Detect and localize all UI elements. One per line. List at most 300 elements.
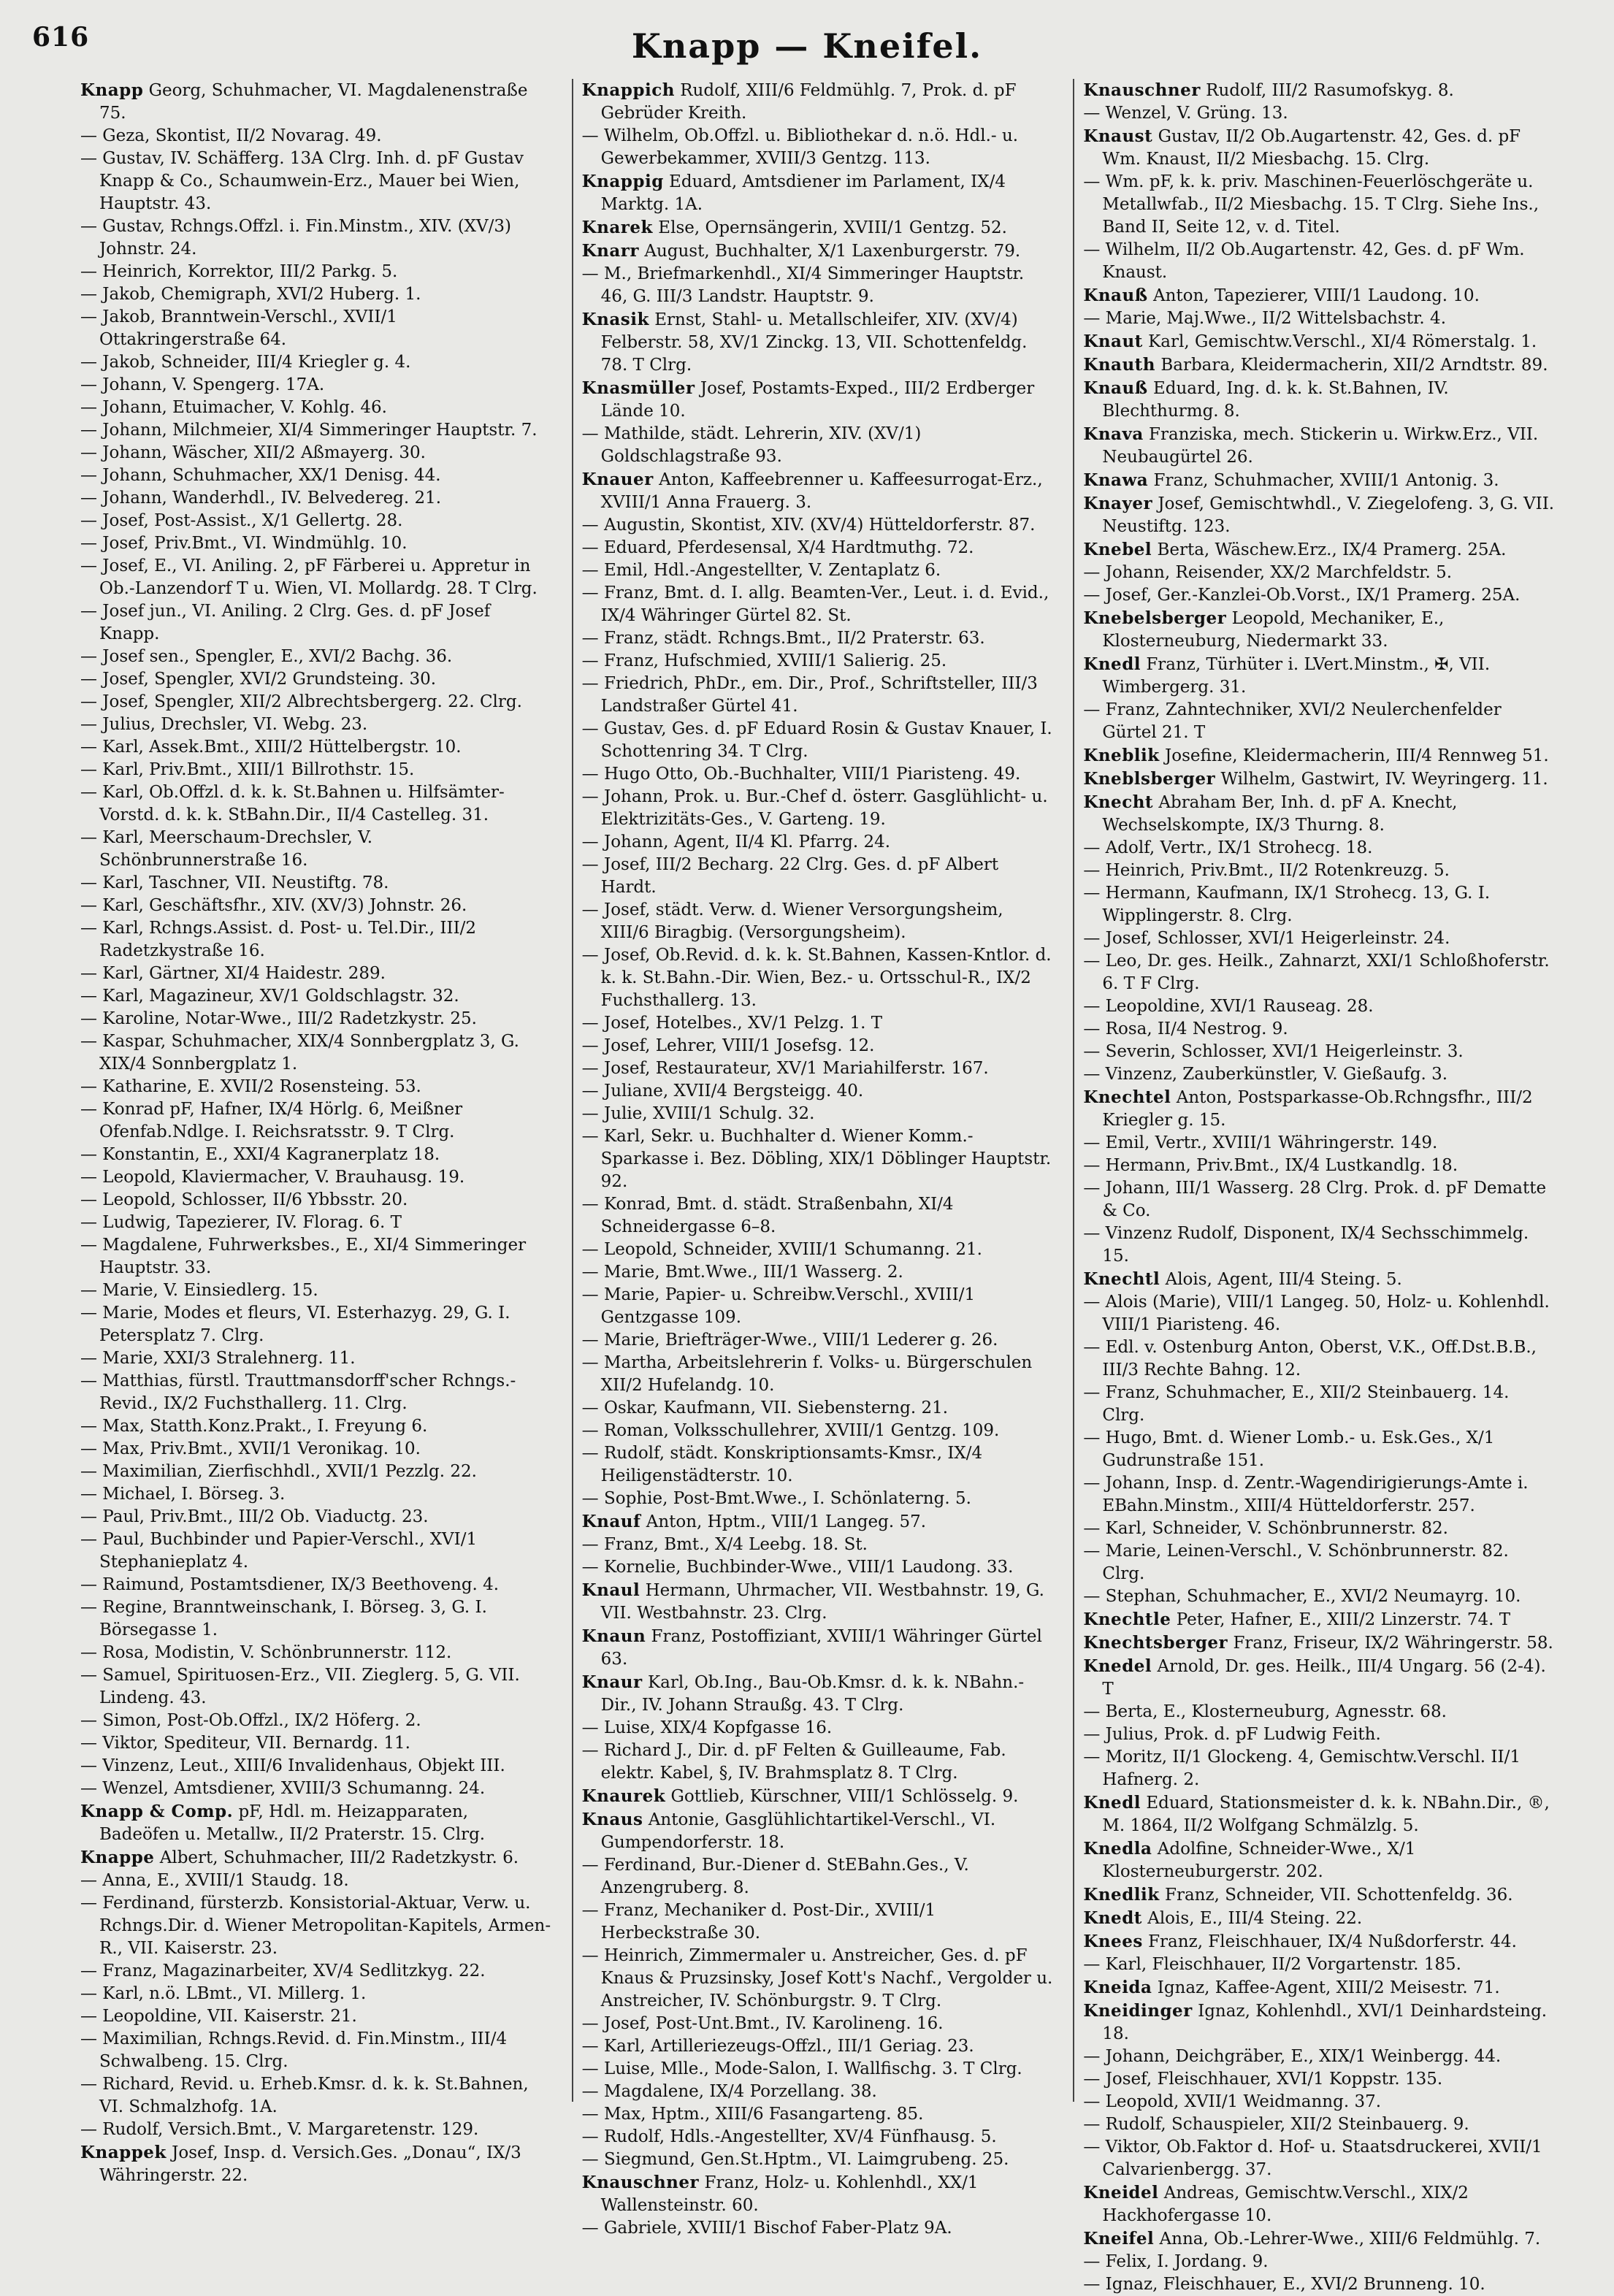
entry-text: — Ferdinand, fürsterzb. Konsistorial-Aktuar, Verw. u. Rchngs.Dir. d. Wiener Metropolitan-Kapitels, Armen-R., VII. Kaiserstr. 23. [80, 1894, 551, 1958]
directory-entry [1083, 1382, 1556, 1427]
column-1 [80, 79, 553, 2185]
directory-entry [80, 148, 553, 215]
entry-text: — Karl, n.ö. LBmt., VI. Millerg. 1. [80, 1984, 367, 2003]
entry-text: Eduard, Ing. d. k. k. St.Bahnen, IV. Blechthurmg. 8. [1102, 379, 1449, 421]
directory-entry [1083, 1976, 1556, 2000]
entry-text: — Luise, Mlle., Mode-Salon, I. Wallfischg. 3. T Clrg. [581, 2059, 1022, 2078]
directory-entry [80, 1960, 553, 1983]
directory-entry [582, 2171, 1055, 2217]
directory-entry [1083, 1155, 1556, 1177]
entry-text: — Karl, Meerschaum-Drechsler, V. Schönbrunnerstraße 16. [80, 828, 373, 870]
directory-entry [80, 442, 553, 464]
entry-text: — Franz, Schuhmacher, E., XII/2 Steinbauerg. 14. Clrg. [1083, 1383, 1510, 1425]
directory-entry [582, 1193, 1055, 1239]
directory-entry [1083, 102, 1556, 125]
entry-text: — Marie, Briefträger-Wwe., VIII/1 Lederer g. 26. [581, 1331, 998, 1350]
entry-text: — Augustin, Skontist, XIV. (XV/4) Hütteldorferstr. 87. [581, 516, 1036, 535]
entry-text: — Karl, Taschner, VII. Neustiftg. 78. [80, 873, 389, 892]
directory-entry [1083, 2113, 1556, 2136]
entry-text: — Viktor, Spediteur, VII. Bernardg. 11. [80, 1734, 410, 1753]
entry-text: — Konrad pF, Hafner, IX/4 Hörlg. 6, Meißner Ofenfab.Ndlge. I. Reichsratsstr. 9. T Clrg. [80, 1100, 463, 1141]
entry-text: — Hugo Otto, Ob.-Buchhalter, VIII/1 Piaristeng. 49. [581, 765, 1021, 784]
directory-entry [582, 423, 1055, 468]
entry-text: — Karl, Ob.Offzl. d. k. k. St.Bahnen u. Hilfsämter-Vorstd. d. k. k. StBahn.Dir., II/4 Castelleg. 31. [80, 783, 505, 824]
directory-entry [582, 1057, 1055, 1080]
directory-entry [1083, 584, 1556, 607]
entry-text: — Josef, III/2 Becharg. 22 Clrg. Ges. d. pF Albert Hardt. [581, 855, 999, 897]
directory-entry [1083, 2068, 1556, 2091]
entry-text: Gustav, II/2 Ob.Augartenstr. 42, Ges. d. pF Wm. Knaust, II/2 Miesbachg. 15. Clrg. [1102, 127, 1521, 169]
entry-text: — Josef, Restaurateur, XV/1 Mariahilferstr. 167. [581, 1059, 989, 1078]
entry-surname: Knedlik [1083, 1885, 1160, 1905]
directory-entry [582, 1740, 1055, 1785]
directory-entry [1083, 1930, 1556, 1953]
directory-entry [1083, 1883, 1556, 1907]
entry-surname: Knechtsberger [1083, 1633, 1228, 1653]
entry-text: — Johann, Wanderhdl., IV. Belvedereg. 21. [80, 489, 442, 508]
directory-entry [582, 1854, 1055, 1899]
entry-text: — Karl, Sekr. u. Buchhalter d. Wiener Komm.-Sparkasse i. Bez. Döbling, XIX/1 Döblinger Hauptstr. 92. [581, 1127, 1052, 1191]
entry-surname: Knaul [581, 1580, 640, 1600]
directory-entry [582, 377, 1055, 423]
entry-surname: Knarr [581, 241, 640, 261]
directory-entry [80, 464, 553, 487]
directory-entry [1083, 307, 1556, 330]
entry-surname: Knappig [581, 172, 664, 191]
entry-text: — Leopold, XVII/1 Weidmanng. 37. [1083, 2092, 1382, 2111]
entry-text: — Rudolf, Versich.Bmt., V. Margaretenstr. 129. [80, 2120, 479, 2139]
directory-entry [582, 899, 1055, 944]
directory-entry [1083, 1631, 1556, 1655]
directory-entry [1083, 2251, 1556, 2273]
directory-entry [582, 582, 1055, 627]
directory-entry [80, 1892, 553, 1960]
entry-text: — Stephan, Schuhmacher, E., XVI/2 Neumayrg. 10. [1083, 1587, 1521, 1606]
directory-entry [80, 1755, 553, 1778]
entry-text: — Franz, Hufschmied, XVIII/1 Salierig. 25. [581, 651, 947, 670]
directory-entry [80, 2141, 553, 2187]
directory-entry [1083, 1222, 1556, 1268]
directory-entry [1083, 1585, 1556, 1608]
directory-entry [582, 240, 1055, 263]
directory-entry [1083, 284, 1556, 307]
entry-text: Franz, Holz- u. Kohlenhdl., XX/1 Wallensteinstr. 60. [600, 2173, 979, 2215]
entry-surname: Knasmüller [581, 378, 695, 398]
entry-text: — Samuel, Spirituosen-Erz., VII. Zieglerg. 5, G. VII. Lindeng. 43. [80, 1666, 520, 1707]
entry-text: — Roman, Volksschullehrer, XVIII/1 Gentzg. 109. [581, 1421, 1000, 1440]
directory-entry [1083, 1041, 1556, 1063]
entry-text: — Heinrich, Priv.Bmt., II/2 Rotenkreuzg. 5. [1083, 861, 1450, 880]
entry-text: Anna, Ob.-Lehrer-Wwe., XIII/6 Feldmühlg. 7. [1159, 2230, 1541, 2249]
directory-entry [80, 691, 553, 713]
entry-text: — Kaspar, Schuhmacher, XIX/4 Sonnbergplatz 3, G. XIX/4 Sonnbergplatz 1. [80, 1032, 519, 1074]
entry-text: — Maximilian, Rchngs.Revid. d. Fin.Minstm., III/4 Schwalbeng. 15. Clrg. [80, 2029, 508, 2071]
directory-entry [1083, 1427, 1556, 1472]
directory-entry [582, 2013, 1055, 2035]
entry-text: Wilhelm, Gastwirt, IV. Weyringerg. 11. [1220, 770, 1548, 789]
page-number: 616 [32, 22, 90, 53]
entry-surname: Knaurek [581, 1786, 666, 1806]
entry-text: — Magdalene, IX/4 Porzellang. 38. [581, 2082, 877, 2101]
entry-text: — Leopold, Schneider, XVIII/1 Schumanng. 21. [581, 1240, 982, 1259]
entry-text: Josef, Gemischtwhdl., V. Ziegelofeng. 3, G. VII. Neustiftg. 123. [1102, 494, 1555, 536]
directory-entry [80, 1800, 553, 1846]
entry-text: Josef, Postamts-Exped., III/2 Erdberger Lände 10. [600, 379, 1035, 421]
entry-text: Karl, Ob.Ing., Bau-Ob.Kmsr. d. k. k. NBahn.-Dir., IV. Johann Straußg. 43. T Clrg. [600, 1673, 1025, 1715]
entry-text: — Hermann, Kaufmann, IX/1 Strohecg. 13, G. I. Wipplingerstr. 8. Clrg. [1083, 884, 1491, 925]
directory-entry [80, 1438, 553, 1461]
directory-entry [1083, 699, 1556, 744]
entry-text: — Johann, Etuimacher, V. Kohlg. 46. [80, 398, 387, 417]
entry-text: — Josef, Ob.Revid. d. k. k. St.Bahnen, Kassen-Kntlor. d. k. k. St.Bahn.-Dir. Wien, Bez.- u. Ortsschul-R., IX/2 Fuchsthallerg. 13. [581, 946, 1052, 1010]
entry-text: Franz, Türhüter i. LVert.Minstm., ✠, VII. Wimbergerg. 31. [1102, 655, 1491, 697]
entry-text: — Moritz, II/1 Glockeng. 4, Gemischtw.Verschl. II/1 Hafnerg. 2. [1083, 1748, 1521, 1789]
directory-entry [80, 1483, 553, 1506]
entry-surname: Kneblsberger [1083, 769, 1216, 789]
entry-text: — Johann, Reisender, XX/2 Marchfeldstr. 5. [1083, 563, 1453, 582]
directory-entry [1083, 744, 1556, 768]
entry-text: — Alois (Marie), VIII/1 Langeg. 50, Holz- u. Kohlenhdl. VIII/1 Piaristeng. 46. [1083, 1293, 1550, 1334]
entry-surname: Knaur [581, 1672, 643, 1692]
entry-text: — Matthias, fürstl. Trauttmansdorff'scher Rchngs.-Revid., IX/2 Fuchsthallerg. 11. Clrg. [80, 1371, 516, 1413]
entry-surname: Knees [1083, 1932, 1143, 1951]
entry-text: Ernst, Stahl- u. Metallschleifer, XIV. (XV/4) Felberstr. 58, XV/1 Zinckg. 13, VII. Schottenfeldg. 78. T Clrg. [600, 310, 1028, 375]
entry-surname: Knarek [581, 218, 653, 237]
entry-surname: Knauß [1083, 286, 1148, 305]
entry-text: — Ignaz, Fleischhauer, E., XVI/2 Brunneng. 10. [1083, 2275, 1485, 2294]
directory-entry [1083, 1701, 1556, 1723]
directory-entry [582, 1945, 1055, 2013]
directory-entry [80, 1415, 553, 1438]
directory-entry [80, 1710, 553, 1732]
directory-entry [80, 1574, 553, 1596]
directory-entry [1083, 837, 1556, 860]
entry-text: Andreas, Gemischtw.Verschl., XIX/2 Hackhofergasse 10. [1102, 2184, 1469, 2225]
entry-text: — Magdalene, Fuhrwerksbes., E., XI/4 Simmeringer Hauptstr. 33. [80, 1236, 527, 1277]
directory-entry [1083, 1953, 1556, 1976]
directory-entry [80, 1347, 553, 1370]
entry-surname: Knayer [1083, 494, 1153, 513]
column-2 [572, 79, 1055, 2238]
directory-entry [1083, 492, 1556, 538]
directory-entry [582, 559, 1055, 582]
entry-text: — Friedrich, PhDr., em. Dir., Prof., Schriftsteller, III/3 Landstraßer Gürtel 41. [581, 674, 1038, 716]
entry-surname: Knechtle [1083, 1610, 1171, 1629]
directory-entry [80, 713, 553, 736]
entry-text: — Hermann, Priv.Bmt., IX/4 Lustkandlg. 18. [1083, 1156, 1458, 1175]
directory-entry [1083, 1291, 1556, 1336]
directory-entry [582, 468, 1055, 514]
entry-text: — Karl, Schneider, V. Schönbrunnerstr. 82. [1083, 1519, 1448, 1538]
entry-surname: Kneblik [1083, 746, 1160, 765]
entry-surname: Knecht [1083, 792, 1154, 812]
entry-text: — Karl, Assek.Bmt., XIII/2 Hüttelbergstr. 10. [80, 738, 462, 757]
directory-entry [80, 555, 553, 600]
entry-text: Gottlieb, Kürschner, VIII/1 Schlösselg. 9. [670, 1787, 1019, 1806]
entry-text: — Hugo, Bmt. d. Wiener Lomb.- u. Esk.Ges., X/1 Gudrunstraße 151. [1083, 1428, 1495, 1470]
entry-surname: Knappich [581, 80, 675, 100]
entry-text: Rudolf, XIII/6 Feldmühlg. 7, Prok. d. pF Gebrüder Kreith. [600, 81, 1017, 123]
directory-entry [582, 1717, 1055, 1740]
directory-entry [1083, 2000, 1556, 2046]
entry-surname: Knaut [1083, 332, 1143, 351]
entry-text: — Franz, Bmt. d. I. allg. Beamten-Ver., Leut. i. d. Evid., IX/4 Währinger Gürtel 82. St. [581, 583, 1049, 625]
entry-text: — Johann, Schuhmacher, XX/1 Denisg. 44. [80, 466, 441, 485]
directory-entry [1083, 927, 1556, 950]
entry-text: Josef, Insp. d. Versich.Ges. „Donau“, IX/3 Währingerstr. 22. [99, 2143, 521, 2185]
entry-text: — Johann, III/1 Wasserg. 28 Clrg. Prok. d. pF Dematte & Co. [1083, 1179, 1547, 1220]
entry-text: — Katharine, E. XVII/2 Rosensteing. 53. [80, 1077, 421, 1096]
entry-text: — Johann, V. Spengerg. 17A. [80, 375, 325, 394]
entry-text: — Julie, XVIII/1 Schulg. 32. [581, 1104, 815, 1123]
entry-surname: Knedla [1083, 1839, 1152, 1859]
entry-text: — Wenzel, V. Grüng. 13. [1083, 104, 1288, 123]
entry-text: Eduard, Amtsdiener im Parlament, IX/4 Marktg. 1A. [600, 172, 1006, 214]
entry-text: — Karl, Geschäftsfhr., XIV. (XV/3) Johnstr. 26. [80, 896, 467, 915]
entry-surname: Knauf [581, 1512, 641, 1531]
directory-entry [1083, 1723, 1556, 1746]
directory-entry [1083, 469, 1556, 492]
directory-entry [582, 1808, 1055, 1854]
directory-entry [1083, 607, 1556, 653]
directory-entry [1083, 1018, 1556, 1041]
entry-text: — Josef jun., VI. Aniling. 2 Clrg. Ges. d. pF Josef Knapp. [80, 602, 491, 643]
entry-text: — Franz, städt. Rchngs.Bmt., II/2 Praterstr. 63. [581, 629, 985, 648]
directory-entry [1083, 353, 1556, 377]
entry-text: — Johann, Prok. u. Bur.-Chef d. österr. Gasglühlicht- u. Elektrizitäts-Ges., V. Garteng. 19. [581, 787, 1048, 829]
entry-text: — Karoline, Notar-Wwe., III/2 Radetzkystr. 25. [80, 1009, 477, 1028]
entry-surname: Knaus [581, 1810, 643, 1829]
entry-text: — Simon, Post-Ob.Offzl., IX/2 Höferg. 2. [80, 1711, 421, 1730]
entry-text: — Ludwig, Tapezierer, IV. Florag. 6. T [80, 1213, 402, 1232]
entry-text: — Josef, Spengler, XII/2 Albrechtsbergerg. 22. Clrg. [80, 692, 522, 711]
entry-text: — Marie, Leinen-Verschl., V. Schönbrunnerstr. 82. Clrg. [1083, 1542, 1509, 1583]
directory-entry [1083, 1540, 1556, 1585]
directory-entry [80, 1596, 553, 1642]
entry-text: Eduard, Stationsmeister d. k. k. NBahn.Dir., ®, M. 1864, II/2 Wolfgang Schmälzlg. 5. [1102, 1794, 1550, 1835]
directory-entry [582, 2035, 1055, 2058]
entry-text: — Siegmund, Gen.St.Hptm., VI. Laimgrubeng. 25. [581, 2150, 1009, 2169]
directory-entry [1083, 1086, 1556, 1132]
entry-text: — Raimund, Postamtsdiener, IX/3 Beethoveng. 4. [80, 1575, 500, 1594]
directory-entry [80, 79, 553, 125]
entry-text: — Emil, Vertr., XVIII/1 Währingerstr. 149. [1083, 1133, 1438, 1152]
directory-entry [582, 1080, 1055, 1103]
entry-surname: Knauschner [581, 2173, 700, 2192]
entry-surname: Knapp & Comp. [80, 1802, 234, 1821]
directory-entry [1083, 2227, 1556, 2251]
entry-text: — Anna, E., XVIII/1 Staudg. 18. [80, 1871, 349, 1890]
entry-text: — Josef, Spengler, XVI/2 Grundsteing. 30. [80, 670, 437, 689]
directory-entry [582, 1579, 1055, 1625]
directory-entry [80, 1279, 553, 1302]
entry-text: — Felix, I. Jordang. 9. [1083, 2252, 1269, 2271]
entry-surname: Kneida [1083, 1978, 1152, 1997]
entry-text: — Juliane, XVII/4 Bergsteigg. 40. [581, 1082, 864, 1101]
entry-text: — Konstantin, E., XXI/4 Kagranerplatz 18. [80, 1145, 440, 1164]
entry-text: — Rudolf, Schauspieler, XII/2 Steinbauerg. 9. [1083, 2115, 1469, 2134]
entry-text: — Marie, V. Einsiedlerg. 15. [80, 1281, 318, 1300]
entry-text: Albert, Schuhmacher, III/2 Radetzkystr. 6. [159, 1848, 519, 1867]
entry-text: — Gustav, IV. Schäfferg. 13A Clrg. Inh. d. pF Gustav Knapp & Co., Schaumwein-Erz., Mauer bei Wien, Hauptstr. 43. [80, 149, 524, 213]
directory-entry [1083, 2181, 1556, 2227]
entry-text: Alois, E., III/4 Steing. 22. [1147, 1909, 1363, 1928]
directory-entry [80, 1642, 553, 1664]
directory-entry [1083, 995, 1556, 1018]
entry-surname: Kneidinger [1083, 2001, 1193, 2021]
entry-text: — Heinrich, Zimmermaler u. Anstreicher, Ges. d. pF Knaus & Pruzsinsky, Josef Kott's Nachf., Vergolder u. Anstreicher, IV. Schönburgstr. 9. T Clrg. [581, 1946, 1053, 2010]
directory-entry [80, 1370, 553, 1415]
entry-text: — Karl, Magazineur, XV/1 Goldschlagstr. 32. [80, 987, 459, 1006]
directory-entry [80, 1076, 553, 1098]
entry-text: — Josef, Ger.-Kanzlei-Ob.Vorst., IX/1 Pramerg. 25A. [1083, 586, 1521, 605]
entry-surname: Knawa [1083, 470, 1149, 490]
directory-entry [582, 2148, 1055, 2171]
directory-entry [582, 1284, 1055, 1329]
directory-entry [582, 308, 1055, 377]
directory-entry [1083, 1336, 1556, 1382]
entry-surname: Knauschner [1083, 80, 1201, 100]
entry-text: — Franz, Mechaniker d. Post-Dir., XVIII/1 Herbeckstraße 30. [581, 1901, 936, 1943]
directory-entry [80, 1144, 553, 1166]
entry-text: Adolfine, Schneider-Wwe., X/1 Klosterneuburgerstr. 202. [1102, 1840, 1416, 1881]
directory-entry [1083, 239, 1556, 284]
directory-entry [80, 1302, 553, 1347]
directory-entry [582, 786, 1055, 831]
directory-entry [1083, 1746, 1556, 1791]
entry-text: Anton, Kaffeebrenner u. Kaffeesurrogat-Erz., XVIII/1 Anna Frauerg. 3. [600, 470, 1043, 512]
directory-entry [582, 2126, 1055, 2148]
entry-surname: Knechtl [1083, 1269, 1160, 1289]
entry-surname: Knasik [581, 310, 649, 329]
entry-text: Berta, Wäschew.Erz., IX/4 Pramerg. 25A. [1157, 540, 1507, 559]
entry-text: — Karl, Rchngs.Assist. d. Post- u. Tel.Dir., III/2 Radetzkystraße 16. [80, 919, 477, 960]
entry-text: — Luise, XIX/4 Kopfgasse 16. [581, 1718, 833, 1737]
running-head: Knapp — Kneifel. [631, 26, 983, 66]
directory-entry [1083, 125, 1556, 171]
entry-text: — Josef, Priv.Bmt., VI. Windmühlg. 10. [80, 534, 408, 553]
entry-text: Anton, Hptm., VIII/1 Langeg. 57. [646, 1512, 927, 1531]
entry-text: — Max, Priv.Bmt., XVII/1 Veronikag. 10. [80, 1439, 421, 1458]
entry-text: — Franz, Zahntechniker, XVI/2 Neulerchenfelder Gürtel 21. T [1083, 700, 1502, 742]
entry-text: — Geza, Skontist, II/2 Novarag. 49. [80, 126, 382, 145]
entry-text: — Marie, Bmt.Wwe., III/1 Wasserg. 2. [581, 1263, 903, 1282]
entry-text: — Oskar, Kaufmann, VII. Siebensterng. 21. [581, 1398, 949, 1417]
entry-text: Hermann, Uhrmacher, VII. Westbahnstr. 19, G. VII. Westbahnstr. 23. Clrg. [600, 1581, 1044, 1623]
directory-entry [80, 1461, 553, 1483]
directory-entry [582, 1442, 1055, 1488]
directory-entry [1083, 1268, 1556, 1291]
entry-text: August, Buchhalter, X/1 Laxenburgerstr. 79. [644, 242, 1021, 261]
entry-text: — Julius, Prok. d. pF Ludwig Feith. [1083, 1725, 1381, 1744]
directory-entry [80, 2028, 553, 2073]
directory-entry [80, 397, 553, 419]
directory-entry [80, 1098, 553, 1144]
entry-text: — Leopoldine, VII. Kaiserstr. 21. [80, 2007, 357, 2026]
directory-entry [582, 514, 1055, 537]
entry-text: — Karl, Artilleriezeugs-Offzl., III/1 Geriag. 23. [581, 2037, 974, 2056]
entry-text: Franziska, mech. Stickerin u. Wirkw.Erz., VII. Neubaugürtel 26. [1102, 425, 1539, 467]
entry-text: — Marie, Papier- u. Schreibw.Verschl., XVIII/1 Gentzgasse 109. [581, 1285, 976, 1327]
directory-entry [80, 2073, 553, 2119]
directory-columns [80, 79, 1556, 2294]
entry-text: Anton, Postsparkasse-Ob.Rchngsfhr., III/2 Kriegler g. 15. [1102, 1088, 1533, 1130]
directory-entry [582, 2081, 1055, 2103]
directory-entry [1083, 1472, 1556, 1518]
entry-text: — Gustav, Rchngs.Offzl. i. Fin.Minstm., XIV. (XV/3) Johnstr. 24. [80, 217, 512, 259]
directory-entry [80, 1212, 553, 1234]
entry-text: Franz, Friseur, IX/2 Währingerstr. 58. [1233, 1634, 1553, 1653]
directory-entry [80, 1732, 553, 1755]
entry-text: — Paul, Priv.Bmt., III/2 Ob. Viaductg. 23. [80, 1507, 429, 1526]
directory-entry [582, 1625, 1055, 1671]
directory-entry [80, 600, 553, 646]
directory-entry [80, 1983, 553, 2005]
entry-text: — Regine, Branntweinschank, I. Börseg. 3, G. I. Börsegasse 1. [80, 1598, 487, 1639]
directory-entry [80, 419, 553, 442]
entry-text: — Wilhelm, Ob.Offzl. u. Bibliothekar d. n.ö. Hdl.- u. Gewerbekammer, XVIII/3 Gentzg. 113. [581, 126, 1019, 168]
entry-surname: Knauß [1083, 378, 1148, 398]
directory-entry [582, 1352, 1055, 1397]
entry-text: — Max, Hptm., XIII/6 Fasangarteng. 85. [581, 2105, 924, 2124]
directory-entry [1083, 330, 1556, 353]
directory-entry [582, 1261, 1055, 1284]
directory-entry [80, 1846, 553, 1870]
entry-surname: Knappe [80, 1848, 155, 1867]
entry-text: Karl, Gemischtw.Verschl., XI/4 Römerstalg. 1. [1148, 332, 1537, 351]
entry-text: — Severin, Schlosser, XVI/1 Heigerleinstr. 3. [1083, 1042, 1464, 1061]
directory-entry [582, 1534, 1055, 1556]
directory-entry [1083, 1063, 1556, 1086]
entry-text: — Rudolf, Hdls.-Angestellter, XV/4 Fünfhausg. 5. [581, 2127, 997, 2146]
directory-entry [80, 532, 553, 555]
entry-text: — Josef, Fleischhauer, XVI/1 Koppstr. 135. [1083, 2070, 1443, 2089]
column-3 [1073, 79, 1556, 2294]
directory-entry [1083, 423, 1556, 469]
directory-entry [1083, 377, 1556, 423]
entry-text: — Wilhelm, II/2 Ob.Augartenstr. 42, Ges. d. pF Wm. Knaust. [1083, 240, 1525, 282]
entry-text: — Marie, Modes et fleurs, VI. Esterhazyg. 29, G. I. Petersplatz 7. Clrg. [80, 1304, 510, 1345]
entry-text: — Johann, Milchmeier, XI/4 Simmeringer Hauptstr. 7. [80, 421, 538, 440]
directory-entry [1083, 1907, 1556, 1930]
directory-entry [80, 736, 553, 759]
entry-text: — Gustav, Ges. d. pF Eduard Rosin & Gustav Knauer, I. Schottenring 34. T Clrg. [581, 719, 1052, 761]
entry-text: Franz, Fleischhauer, IX/4 Nußdorferstr. 44. [1148, 1932, 1517, 1951]
directory-entry [582, 537, 1055, 559]
entry-text: — Martha, Arbeitslehrerin f. Volks- u. Bürgerschulen XII/2 Hufelandg. 10. [581, 1353, 1033, 1395]
directory-entry [582, 1785, 1055, 1808]
directory-entry [582, 831, 1055, 854]
entry-text: Franz, Schneider, VII. Schottenfeldg. 36. [1165, 1886, 1513, 1905]
directory-entry [1083, 2046, 1556, 2068]
directory-entry [1083, 2136, 1556, 2181]
entry-text: Antonie, Gasglühlichtartikel-Verschl., VI. Gumpendorferstr. 18. [600, 1810, 996, 1852]
entry-text: — Michael, I. Börseg. 3. [80, 1485, 286, 1504]
directory-entry [1083, 1655, 1556, 1701]
entry-surname: Knebelsberger [1083, 608, 1227, 628]
directory-entry [80, 917, 553, 963]
directory-entry [1083, 1132, 1556, 1155]
directory-entry [582, 1125, 1055, 1193]
directory-entry [582, 1329, 1055, 1352]
directory-entry [80, 510, 553, 532]
directory-entry [582, 1671, 1055, 1717]
entry-text: Abraham Ber, Inh. d. pF A. Knecht, Wechselskompte, IX/3 Thurng. 8. [1102, 793, 1458, 835]
entry-text: — Vinzenz, Leut., XIII/6 Invalidenhaus, Objekt III. [80, 1756, 505, 1775]
directory-entry [582, 1899, 1055, 1945]
directory-entry [80, 1234, 553, 1279]
directory-entry [80, 215, 553, 261]
